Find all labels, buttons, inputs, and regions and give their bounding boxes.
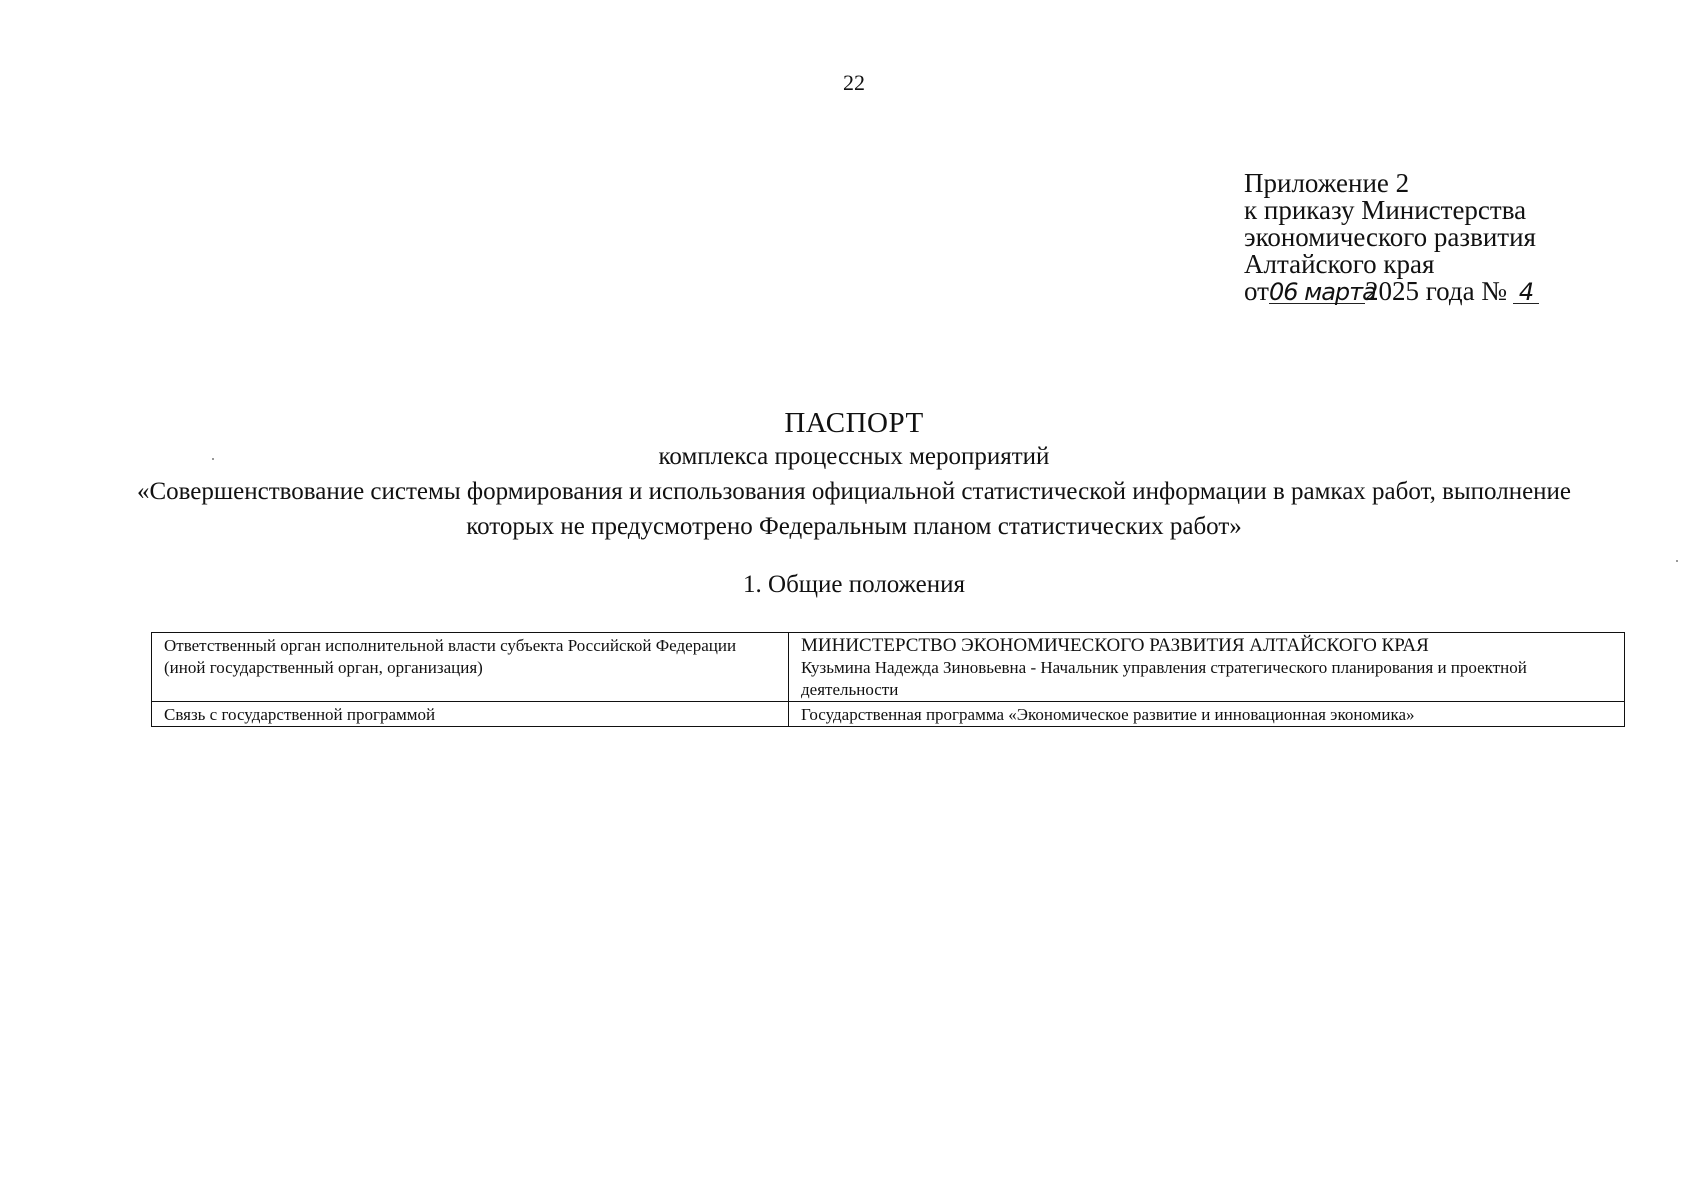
document-title: ПАСПОРТ [784,407,924,439]
handwritten-order-number: 4 [1513,281,1539,304]
section-heading: 1. Общие положения [743,571,965,598]
appendix-block [1244,170,1539,305]
table-row [152,702,1625,727]
program-name: «Совершенствование системы формирования и использования официальной статистической информации в рамках работ, выполнение которых не предусмотрено Федеральным планом статистических работ» [136,478,1572,540]
appendix-ministry-line: экономического развития [1244,222,1536,252]
table-cell-label: Ответственный орган исполнительной власти субъекта Российской Федерации (иной государственный орган, организация) [152,633,789,702]
date-suffix: 2025 года № [1364,276,1508,306]
general-provisions-table [151,632,1625,727]
document-title-block [0,406,1708,544]
table-cell-value: Государственная программа «Экономическое развитие и инновационная экономика» [789,702,1625,727]
date-prefix: от [1244,276,1269,306]
appendix-region-line: Алтайского края [1244,249,1435,279]
document-subtitle: комплекса процессных мероприятий [658,443,1050,470]
responsible-body-name: МИНИСТЕРСТВО ЭКОНОМИЧЕСКОГО РАЗВИТИЯ АЛТАЙСКОГО КРАЯ [801,635,1429,656]
scan-speck [212,458,214,460]
table-cell-label: Связь с государственной программой [152,702,789,727]
table-row [152,633,1625,702]
page-number: 22 [843,70,865,95]
appendix-order-line: к приказу Министерства [1244,195,1527,225]
appendix-date-line [1244,278,1539,305]
handwritten-date: 06 марта [1268,278,1376,306]
responsible-person: Кузьмина Надежда Зиновьевна - Начальник управления стратегического планирования и проектной деятельности [801,658,1527,699]
scan-speck [1676,560,1678,562]
table-cell-value [789,633,1625,702]
appendix-title: Приложение 2 [1244,168,1410,198]
